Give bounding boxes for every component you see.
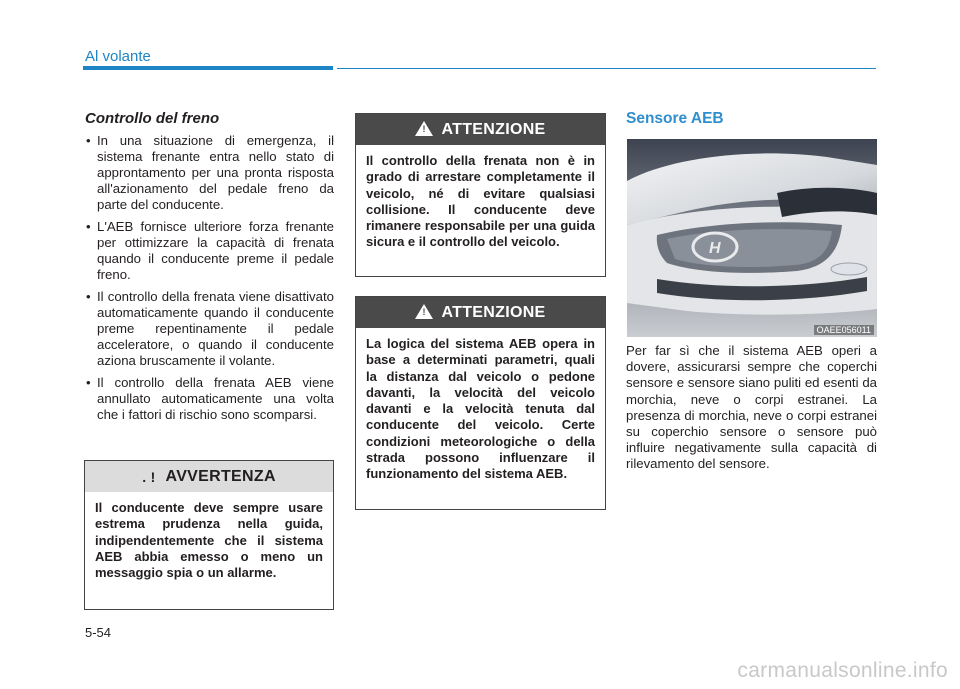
warning-box [84, 460, 334, 610]
header-rule-thick [83, 66, 333, 70]
photo-code-label: OAEE056011 [814, 325, 874, 335]
caution-box-1-body: Il controllo della frenata non è in grado di arrestare completamente il veicolo, né di evitare qualsiasi collisione. Il conducente deve rimanere responsabile per una guida sicura e il controllo del veicolo. [366, 153, 595, 250]
caution-box-2-body: La logica del sistema AEB opera in base a determinati parametri, quali la distanza dal veicolo o pedone davanti, la velocità del veicolo davanti e la velocità tenuta dal conducente del veicolo. Certe condizioni meteorologiche o della strada possono influenzare il funzionamento del sistema AEB. [366, 336, 595, 482]
caution-box-1 [355, 113, 606, 277]
car-front-illustration [627, 139, 877, 337]
warning-box-body: Il conducente deve sempre usare estrema prudenza nella guida, indipendentemente che il sistema AEB abbia emesso o meno un messaggio spia o un allarme. [95, 500, 323, 581]
caution-box-2-header [356, 297, 605, 328]
warning-triangle-icon [415, 121, 433, 136]
aeb-sensor-photo [627, 139, 877, 337]
svg-text:H: H [709, 240, 721, 257]
list-item: • Il controllo della frenata AEB viene annullato automaticamente una volta che i fattori di rischio sono scomparsi. [85, 375, 334, 423]
warning-box-header [85, 461, 333, 492]
brake-control-list [85, 133, 334, 423]
list-item: • L'AEB fornisce ulteriore forza frenante per ottimizzare la capacità di frenata quando il conducente preme il pedale freno. [85, 219, 334, 283]
warning-box-title: AVVERTENZA [165, 467, 276, 485]
caution-box-2-title: ATTENZIONE [441, 303, 546, 321]
caution-box-1-header [356, 114, 605, 145]
aeb-sensor-heading: Sensore AEB [626, 110, 724, 127]
warning-exclamation-icon: . ! [142, 468, 156, 485]
page-number: 5-54 [85, 625, 112, 640]
watermark: carmanualsonline.info [737, 659, 948, 682]
list-item: • In una situazione di emergenza, il sistema frenante entra nello stato di approntamento per una pronta risposta all'azionamento del pedale freno da parte del conducente. [85, 133, 334, 213]
caution-box-2 [355, 296, 606, 510]
aeb-sensor-paragraph: Per far sì che il sistema AEB operi a dovere, assicurarsi sempre che coperchi sensore e sensore siano puliti ed esenti da morchia, neve o corpi estranei. La presenza di morchia, neve o corpi estranei su coperchio sensore o sensore può influire negativamente sulla capacità di rilevamento del sensore. [626, 343, 877, 472]
list-item: • Il controllo della frenata viene disattivato automaticamente quando il conducente preme repentinamente il pedale acceleratore, o quando il conducente aziona bruscamente il volante. [85, 289, 334, 369]
column-left [85, 110, 334, 429]
caution-box-1-title: ATTENZIONE [441, 120, 546, 138]
brake-control-heading: Controllo del freno [85, 110, 220, 127]
section-title: Al volante [85, 48, 151, 65]
warning-triangle-icon [415, 304, 433, 319]
header-rule-thin [337, 68, 876, 69]
